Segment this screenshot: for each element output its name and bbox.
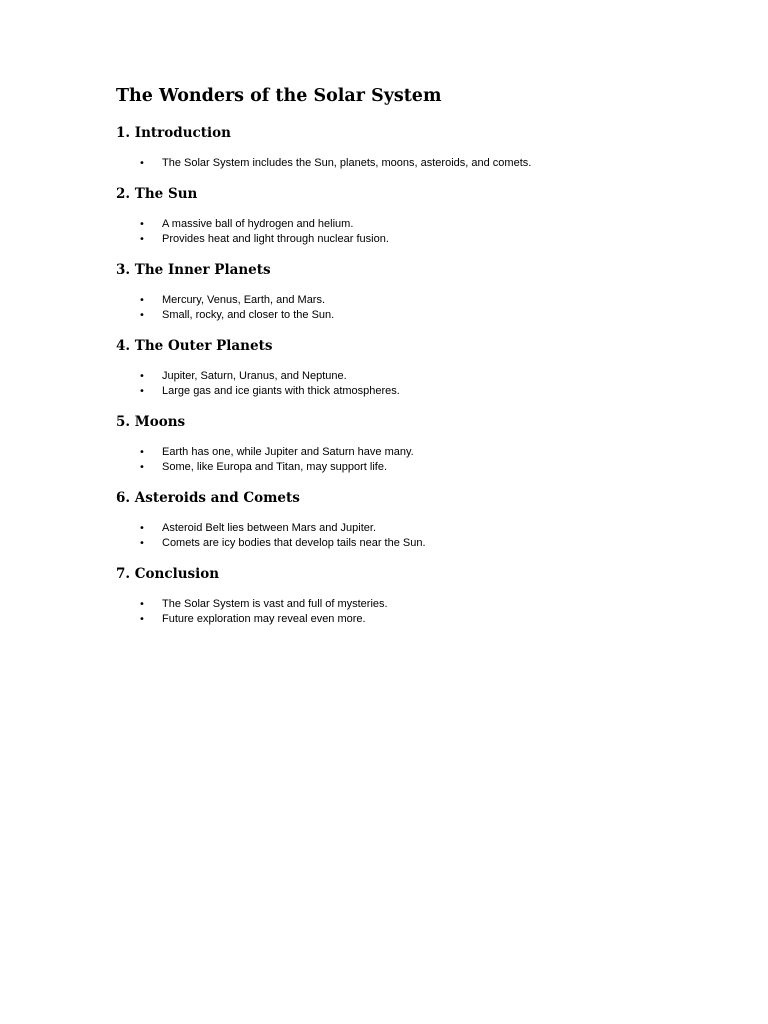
list-item-text: Asteroid Belt lies between Mars and Jupiter.: [162, 522, 377, 534]
list-item: [116, 460, 716, 475]
section-heading: 6. Asteroids and Comets: [116, 490, 300, 506]
bullet-list: [116, 369, 716, 399]
list-item-text: Comets are icy bodies that develop tails near the Sun.: [162, 537, 426, 549]
document-page: [116, 82, 716, 627]
bullet-icon: •: [139, 386, 145, 397]
bullet-icon: •: [139, 599, 145, 610]
bullet-icon: •: [139, 234, 145, 245]
document-section: [116, 184, 716, 247]
document-section: [116, 260, 716, 323]
list-item: [116, 612, 716, 627]
list-item-text: The Solar System includes the Sun, planets, moons, asteroids, and comets.: [162, 157, 532, 169]
bullet-icon: •: [139, 310, 145, 321]
bullet-icon: •: [139, 295, 145, 306]
list-item: [116, 232, 716, 247]
bullet-icon: •: [139, 219, 145, 230]
document-section: [116, 564, 716, 627]
bullet-list: [116, 521, 716, 551]
list-item-text: The Solar System is vast and full of mysteries.: [162, 598, 388, 610]
list-item-text: Jupiter, Saturn, Uranus, and Neptune.: [162, 370, 347, 382]
document-section: [116, 488, 716, 551]
section-heading: 5. Moons: [116, 414, 186, 430]
list-item-text: Provides heat and light through nuclear fusion.: [162, 233, 389, 245]
bullet-list: [116, 293, 716, 323]
list-item: [116, 369, 716, 384]
document-sections: [116, 123, 716, 627]
bullet-list: [116, 156, 716, 171]
bullet-list: [116, 217, 716, 247]
list-item: [116, 597, 716, 612]
list-item-text: Some, like Europa and Titan, may support life.: [162, 461, 388, 473]
section-heading: 3. The Inner Planets: [116, 262, 271, 278]
list-item: [116, 521, 716, 536]
list-item: [116, 308, 716, 323]
section-heading: 2. The Sun: [116, 186, 198, 202]
bullet-icon: •: [139, 462, 145, 473]
list-item-text: Earth has one, while Jupiter and Saturn have many.: [162, 446, 414, 458]
list-item: [116, 293, 716, 308]
list-item-text: A massive ball of hydrogen and helium.: [162, 218, 354, 230]
document-title: The Wonders of the Solar System: [116, 86, 442, 106]
document-section: [116, 336, 716, 399]
bullet-list: [116, 445, 716, 475]
document-section: [116, 123, 716, 171]
list-item-text: Large gas and ice giants with thick atmospheres.: [162, 385, 400, 397]
list-item-text: Small, rocky, and closer to the Sun.: [162, 309, 335, 321]
list-item: [116, 445, 716, 460]
list-item-text: Mercury, Venus, Earth, and Mars.: [162, 294, 326, 306]
section-heading: 1. Introduction: [116, 125, 231, 141]
list-item-text: Future exploration may reveal even more.: [162, 613, 366, 625]
list-item: [116, 156, 716, 171]
bullet-icon: •: [139, 614, 145, 625]
list-item: [116, 217, 716, 232]
document-section: [116, 412, 716, 475]
bullet-icon: •: [139, 371, 145, 382]
bullet-icon: •: [139, 538, 145, 549]
list-item: [116, 384, 716, 399]
list-item: [116, 536, 716, 551]
bullet-list: [116, 597, 716, 627]
section-heading: 4. The Outer Planets: [116, 338, 273, 354]
section-heading: 7. Conclusion: [116, 566, 220, 582]
bullet-icon: •: [139, 447, 145, 458]
bullet-icon: •: [139, 158, 145, 169]
bullet-icon: •: [139, 523, 145, 534]
